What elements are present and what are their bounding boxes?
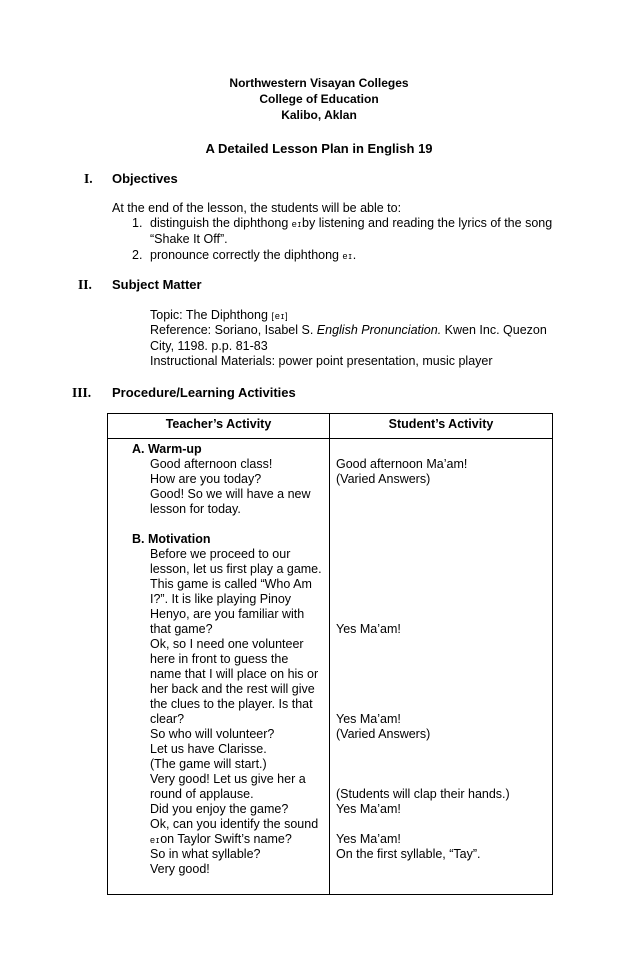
teacher-line: So in what syllable? <box>150 847 261 861</box>
teacher-line: the clues to the player. Is that <box>150 697 313 711</box>
procedure-heading: Procedure/Learning Activities <box>112 385 296 400</box>
teacher-line: lesson for today. <box>150 502 241 516</box>
teacher-line: I?”. It is like playing Pinoy <box>150 592 292 606</box>
student-line: Good afternoon Ma’am! <box>336 457 468 471</box>
teacher-line: Before we proceed to our <box>150 547 291 561</box>
reference-publisher: Kwen Inc. Quezon <box>444 323 547 337</box>
teacher-line: Did you enjoy the game? <box>150 802 289 816</box>
teacher-line: Henyo, are you familiar with <box>150 607 305 621</box>
student-line: (Students will clap their hands.) <box>336 787 510 801</box>
objective-text: distinguish the diphthong <box>150 216 289 230</box>
student-line: On the first syllable, “Tay”. <box>336 847 481 861</box>
reference-author: Reference: Soriano, Isabel S. <box>150 323 314 337</box>
table-body-row <box>108 439 553 895</box>
college-name: College of Education <box>259 92 379 106</box>
teacher-line: Ok, so I need one volunteer <box>150 637 304 651</box>
teacher-text: on Taylor Swift’s name? <box>160 832 292 846</box>
instructional-materials: Instructional Materials: power point presentation, music player <box>150 354 493 368</box>
school-name: Northwestern Visayan Colleges <box>229 76 409 90</box>
objectives-intro: At the end of the lesson, the students will be able to: <box>112 201 402 215</box>
teacher-line: (The game will start.) <box>150 757 267 771</box>
teacher-line: So who will volunteer? <box>150 727 275 741</box>
teacher-line: How are you today? <box>150 472 262 486</box>
student-activity-cell <box>330 439 553 895</box>
activities-table <box>107 413 553 895</box>
reference-title: English Pronunciation. <box>316 323 442 337</box>
objective-item-1-continued: “Shake It Off”. <box>150 232 228 246</box>
teacher-line: name that I will place on his or <box>150 667 319 681</box>
warmup-label: A. Warm-up <box>132 442 202 456</box>
section-numeral-subject: II. <box>78 277 92 292</box>
motivation-label: B. Motivation <box>132 532 211 546</box>
student-line: (Varied Answers) <box>336 472 431 486</box>
table-header-row <box>108 414 553 439</box>
ipa-symbol: eɪ <box>291 219 303 229</box>
topic-label: Topic: The Diphthong <box>150 308 268 322</box>
teacher-line: lesson, let us first play a game. <box>150 562 322 576</box>
reference-continued: City, 1198. p.p. 81-83 <box>150 339 268 353</box>
teacher-line: clear? <box>150 712 185 726</box>
school-location: Kalibo, Aklan <box>281 108 357 122</box>
teacher-line: Let us have Clarisse. <box>150 742 267 756</box>
objective-item-2 <box>150 248 356 264</box>
student-line: Yes Ma’am! <box>336 712 401 726</box>
teacher-line: Good afternoon class! <box>150 457 273 471</box>
teacher-activity-header: Teacher’s Activity <box>108 414 330 439</box>
teacher-line: Good! So we will have a new <box>150 487 311 501</box>
teacher-line: This game is called “Who Am <box>150 577 312 591</box>
objective-text: by listening and reading the lyrics of the song <box>302 216 553 230</box>
ipa-symbol: eɪ <box>150 835 161 845</box>
reference-line <box>150 323 547 338</box>
student-activity-header: Student’s Activity <box>330 414 553 439</box>
student-line: (Varied Answers) <box>336 727 431 741</box>
objective-text: pronounce correctly the diphthong <box>150 248 340 262</box>
teacher-line: round of applause. <box>150 787 254 801</box>
student-line: Yes Ma’am! <box>336 622 401 636</box>
objectives-heading: Objectives <box>112 171 178 186</box>
section-numeral-procedure: III. <box>72 385 92 400</box>
teacher-line: her back and the rest will give <box>150 682 315 696</box>
objective-item-number: 2. <box>132 248 143 262</box>
objective-item-1 <box>150 216 552 232</box>
teacher-line: here in front to guess the <box>150 652 289 666</box>
objective-item-number: 1. <box>132 216 143 230</box>
teacher-line: Very good! Let us give her a <box>150 772 306 786</box>
teacher-line: that game? <box>150 622 213 636</box>
teacher-line-with-ipa <box>150 832 292 848</box>
subject-matter-heading: Subject Matter <box>112 277 202 292</box>
student-line: Yes Ma’am! <box>336 802 401 816</box>
teacher-line: Ok, can you identify the sound <box>150 817 319 831</box>
section-numeral-objectives: I. <box>84 171 93 186</box>
teacher-activity-cell <box>108 439 330 895</box>
teacher-line: Very good! <box>150 862 210 876</box>
document-title: A Detailed Lesson Plan in English 19 <box>205 141 433 156</box>
objective-text: . <box>352 248 357 262</box>
ipa-symbol: eɪ <box>342 251 353 261</box>
student-line: Yes Ma’am! <box>336 832 401 846</box>
topic-line <box>150 308 289 324</box>
ipa-symbol: [eɪ] <box>271 311 289 321</box>
